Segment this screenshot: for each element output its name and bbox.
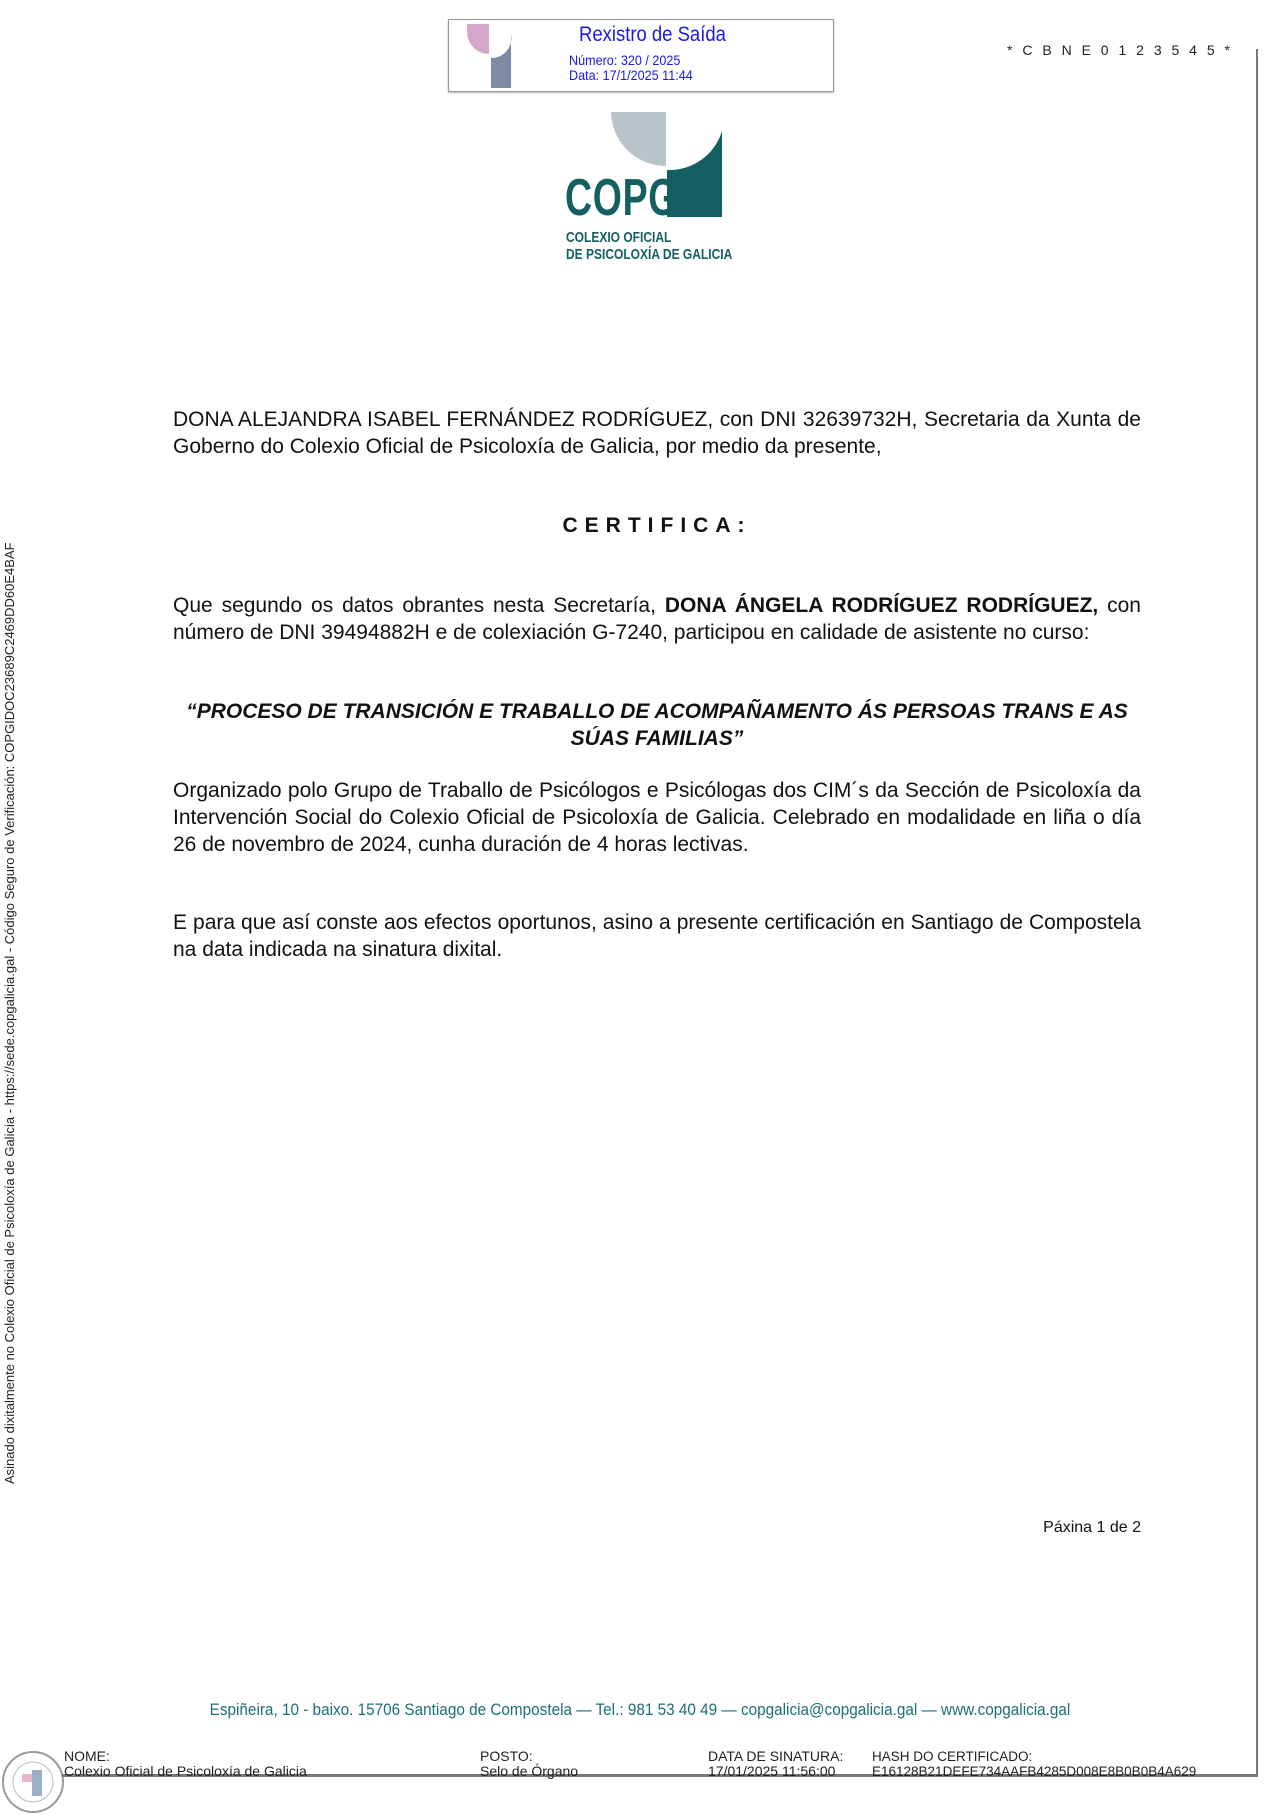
date-value: 17/01/2025 11:56:00 [708,1763,836,1779]
date-label: DATA DE SINATURA: [708,1748,844,1764]
signature-post [480,1749,578,1779]
registry-logo-icon [457,24,519,88]
intro-paragraph [173,406,1141,460]
post-label: POSTO: [480,1748,533,1764]
signature-hash [872,1749,1196,1779]
hash-value: E16128B21DEFE734AAFB4285D008E8B0B0B4A629 [872,1764,1197,1779]
verification-side-text: Asinado dixitalmente no Colexio Oficial de Psicoloxía de Galicia - https://sede.copgalicia.gal - Código Seguro de Verificación: COPGIDOC23689C2469DD60E4BAF [2,542,17,1484]
logo-line-2: DE PSICOLOXÍA DE GALICIA [566,246,733,263]
page-border [1256,49,1258,1776]
footer-address: Espiñeira, 10 - baixo. 15706 Santiago de Compostela — Tel.: 981 53 40 49 — copgalicia@copgalicia.gal — www.copgalicia.gal [209,1700,1071,1719]
registry-stamp [448,19,834,92]
logo-subtitle [566,229,732,263]
barcode-text: * C B N E 0 1 2 3 5 4 5 * [1007,42,1233,58]
logo-acronym: COPG [565,169,679,227]
digital-signature-seal-icon [0,1746,66,1815]
name-label: NOME: [64,1748,110,1764]
registry-date: Data: 17/1/2025 11:44 [569,67,693,83]
intro-text: , con DNI 32639732H, Secretaria da Xunta de Goberno do Colexio Oficial de Psicoloxía de Galicia, por medio da presente, [173,408,1141,458]
course-title: “PROCESO DE TRANSICIÓN E TRABALLO DE ACOMPAÑAMENTO ÁS PERSOAS TRANS E AS SÚAS FAMILIAS” [186,700,1128,750]
post-value: Selo de Órgano [480,1763,579,1779]
name-value: Colexio Oficial de Psicoloxía de Galicia [64,1763,307,1779]
certifica-heading: CERTIFICA: [562,514,752,537]
hash-label: HASH DO CERTIFICADO: [872,1749,1033,1764]
registry-number: Número: 320 / 2025 [569,52,681,68]
closing-paragraph: E para que así conste aos efectos oportunos, asino a presente certificación en Santiago de Compostela na data indicada na sinatura dixital. [173,911,1141,961]
logo-line-1: COLEXIO OFICIAL [566,229,672,246]
page-number: Páxina 1 de 2 [1043,1519,1141,1536]
attendee-name: DONA ÁNGELA RODRÍGUEZ RODRÍGUEZ, [664,594,1099,617]
secretary-name: DONA ALEJANDRA ISABEL FERNÁNDEZ RODRÍGUEZ [173,408,708,431]
attendee-text-end: con número de DNI 39494882H e de colexiación G-7240, participou en calidade de asistente no curso: [173,594,1141,644]
attendee-paragraph [173,592,1141,646]
organizer-paragraph: Organizado polo Grupo de Traballo de Psicólogos e Psicólogas dos CIM´s da Sección de Psicoloxía da Intervención Social do Colexio Oficial de Psicoloxía de Galicia. Celebrado en modalidade en liña o día 26 de novembro de 2024, cunha duración de 4 horas lectivas. [173,779,1141,856]
attendee-text-start: Que segundo os datos obrantes nesta Secretaría, [173,594,665,617]
signature-date [708,1749,843,1779]
signature-name [64,1749,307,1779]
registry-title: Rexistro de Saída [579,23,726,46]
